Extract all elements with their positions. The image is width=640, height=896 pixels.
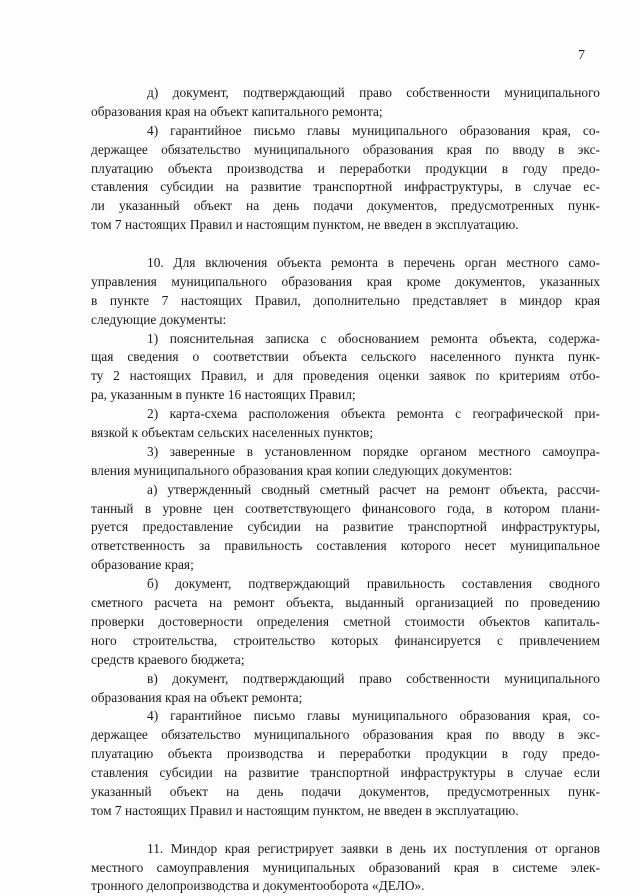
text-line: образования края на объект ремонта;	[91, 689, 303, 705]
text-line: образование края;	[91, 557, 194, 573]
paragraph-spacer	[91, 821, 600, 840]
text-line: плуатацию объекта производства и переработки продукции в году предо-	[91, 746, 600, 762]
text-line: вязкой к объектам сельских населенных пунктов;	[91, 425, 374, 441]
paragraph	[91, 707, 600, 820]
text-line: 4) гарантийное письмо главы муниципального образования края, со-	[147, 122, 600, 138]
paragraph	[91, 670, 600, 708]
text-line: местного самоуправления муниципальных образований края в системе элек-	[91, 859, 600, 875]
paragraph	[91, 122, 600, 235]
text-line: образования края на объект капитального ремонта;	[91, 103, 383, 119]
paragraph	[91, 405, 600, 443]
text-line: в пункте 7 настоящих Правил, дополнительно представляет в миндор края	[91, 292, 600, 308]
text-line: проверки достоверности определения сметной стоимости объектов капиталь-	[91, 613, 600, 629]
text-line: ного строительства, строительство которых финансируется с привлечением	[91, 632, 600, 648]
text-line: том 7 настоящих Правил и настоящим пунктом, не введен в эксплуатацию.	[91, 217, 519, 233]
paragraph	[91, 481, 600, 575]
text-line: ли указанный объект на день подачи документов, предусмотренных пунк-	[91, 198, 600, 214]
text-line: сметного расчета на ремонт объекта, выданный организацией по проведению	[91, 595, 600, 611]
text-line: плуатацию объекта производства и переработки продукции в году предо-	[91, 160, 600, 176]
paragraph-spacer	[91, 235, 600, 254]
text-line: следующие документы:	[91, 311, 227, 327]
text-line: ставления субсидии на развитие транспортной инфраструктуры в случае если	[91, 765, 600, 781]
paragraph	[91, 840, 600, 896]
paragraph	[91, 254, 600, 330]
text-line: управления муниципального образования края кроме документов, указанных	[91, 273, 600, 289]
text-line: а) утвержденный сводный сметный расчет на ремонт объекта, рассчи-	[147, 481, 600, 497]
text-line: 11. Миндор края регистрирует заявки в день их поступления от органов	[147, 840, 600, 856]
text-line: 10. Для включения объекта ремонта в перечень орган местного само-	[147, 255, 600, 271]
text-line: ту 2 настоящих Правил, и для проведения оценки заявок по критериям отбо-	[91, 368, 600, 384]
text-line: танный в уровне цен соответствующего финансового года, в котором плани-	[91, 500, 600, 516]
text-line: б) документ, подтверждающий правильность составления сводного	[147, 576, 600, 592]
text-line: д) документ, подтверждающий право собственности муниципального	[147, 85, 600, 100]
text-line: в) документ, подтверждающий право собственности муниципального	[147, 670, 600, 686]
page-number: 7	[578, 48, 585, 63]
text-line: тронного делопроизводства и документооборота «ДЕЛО».	[91, 878, 425, 894]
text-line: держащее обязательство муниципального образования края по вводу в экс-	[91, 727, 600, 743]
text-line: держащее обязательство муниципального образования края по вводу в экс-	[91, 141, 600, 157]
text-line: указанный объект на день подачи документов, предусмотренных пунк-	[91, 783, 600, 799]
text-line: вления муниципального образования края копии следующих документов:	[91, 462, 513, 478]
text-line: ставления субсидии на развитие транспортной инфраструктуры, в случае ес-	[91, 179, 600, 195]
paragraph	[91, 443, 600, 481]
text-line: ра, указанным в пункте 16 настоящих Правил;	[91, 387, 356, 403]
paragraph	[91, 330, 600, 406]
paragraph	[91, 575, 600, 669]
text-line: ответственность за правильность составления которого несет муниципальное	[91, 538, 600, 554]
text-line: 1) пояснительная записка с обоснованием ремонта объекта, содержа-	[147, 330, 600, 346]
text-line: средств краевого бюджета;	[91, 651, 245, 667]
text-line: руется предоставление субсидии на развитие транспортной инфраструктуры,	[91, 519, 600, 535]
text-line: 2) карта-схема расположения объекта ремонта с географической при-	[147, 406, 600, 422]
text-line: 3) заверенные в установленном порядке органом местного самоупра-	[147, 443, 600, 459]
paragraph	[91, 84, 600, 122]
text-line: 4) гарантийное письмо главы муниципального образования края, со-	[147, 708, 600, 724]
document-body	[91, 84, 600, 896]
text-line: щая сведения о соответствии объекта сельского населенного пункта пунк-	[91, 349, 600, 365]
text-line: том 7 настоящих Правил и настоящим пунктом, не введен в эксплуатацию.	[91, 802, 519, 818]
